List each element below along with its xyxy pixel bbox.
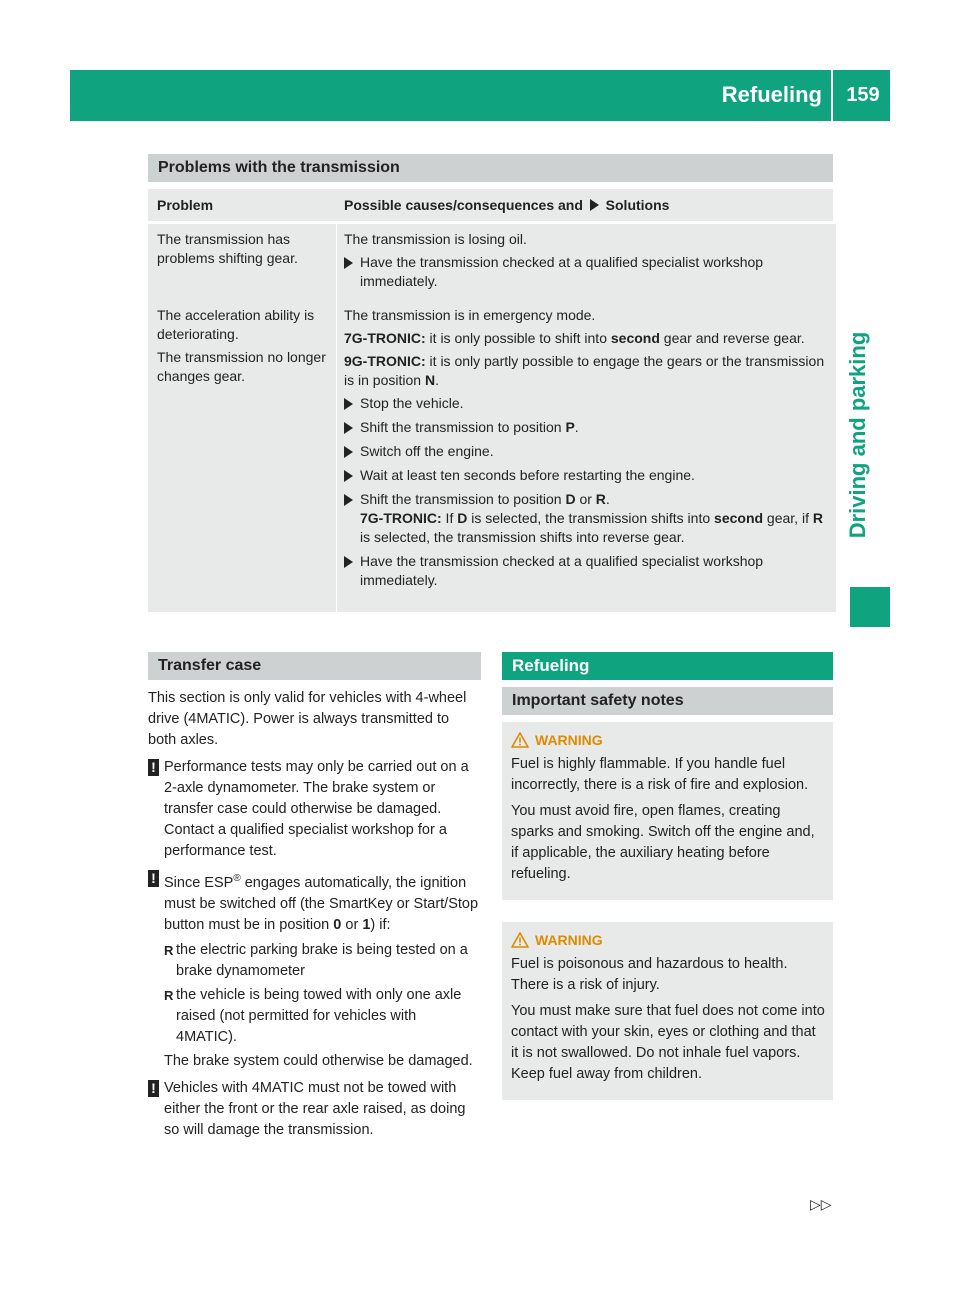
problem-text: The transmission no longer changes gear.: [157, 349, 326, 384]
problem-text: The acceleration ability is deteriorating.: [157, 307, 315, 342]
cause-text: The transmission is in emergency mode.: [344, 307, 596, 323]
warning-box: [502, 722, 833, 900]
exclamation-icon: !: [148, 1080, 159, 1097]
table-row-2-solution: [337, 300, 836, 612]
refueling-title: Refueling: [502, 652, 833, 680]
exclamation-icon: !: [148, 870, 159, 887]
arrow-icon: [344, 556, 353, 568]
transfer-case-body: [148, 688, 480, 1147]
warning-text: You must make sure that fuel does not come into contact with your skin, eyes or clothing and that it is not swallowed. Do not inhale fuel vapors. Keep fuel away from children.: [511, 1003, 825, 1082]
transfer-case-title: Transfer case: [148, 652, 481, 680]
7g-tronic-note: 7G-TRONIC: it is only possible to shift into second gear and reverse gear.: [344, 330, 805, 346]
column-header-solutions-text: Solutions: [605, 197, 670, 213]
arrow-icon: [344, 494, 353, 506]
9g-tronic-note: 9G-TRONIC: it is only partly possible to engage the gears or the transmission is in position N.: [344, 353, 825, 388]
list-item: R the electric parking brake is being tested on a brake dynamometer: [164, 941, 468, 979]
warning-header: WARNING: [511, 930, 825, 950]
solution-step: Stop the vehicle.: [344, 394, 832, 413]
column-header-problem: Problem: [157, 197, 214, 213]
solution-step: [344, 253, 832, 291]
solution-step: Wait at least ten seconds before restarting the engine.: [344, 466, 832, 485]
solution-step: Shift the transmission to position D or R. 7G-TRONIC: If D is selected, the transmission shifts into second gear, if R is selected, the transmission shifts into reverse gear.: [344, 490, 832, 547]
header-divider: [831, 70, 833, 121]
continue-mark: ▷▷: [810, 1196, 832, 1212]
warning-text: Fuel is poisonous and hazardous to health. There is a risk of injury.: [511, 956, 788, 993]
arrow-icon: [344, 446, 353, 458]
side-tab-marker: [850, 587, 890, 627]
table-row-1-solution: [337, 224, 836, 305]
arrow-icon: [344, 398, 353, 410]
solution-step: Shift the transmission to position P.: [344, 418, 832, 437]
table-row-1-problem: [148, 224, 336, 305]
warning-header: WARNING: [511, 730, 825, 750]
table-header-row: [148, 189, 833, 221]
notice-continuation: The brake system could otherwise be damaged.: [164, 1052, 473, 1069]
intro-text: This section is only valid for vehicles with 4-wheel drive (4MATIC). Power is always transmitted to both axles.: [148, 690, 467, 748]
column-header-causes-text: Possible causes/consequences and: [344, 197, 583, 213]
notice: ! Vehicles with 4MATIC must not be towed with either the front or the rear axle raised, as doing so will damage the transmission.: [148, 1078, 480, 1141]
list-item: R the vehicle is being towed with only one axle raised (not permitted for vehicles with 4MATIC).: [164, 986, 462, 1045]
arrow-icon: [590, 199, 599, 211]
exclamation-icon: !: [148, 759, 159, 776]
warning-text: You must avoid fire, open flames, creating sparks and smoking. Switch off the engine and, if applicable, the auxiliary heating before refueling.: [511, 803, 815, 882]
table-row-2-problem: [148, 300, 336, 612]
page-number: 159: [846, 84, 880, 106]
notice: ! Since ESP® engages automatically, the ignition must be switched off (the SmartKey or Start/Stop button must be in position 0 or 1) if: R the electric parking brake is being tested on a brake dynamometer R the vehicle is being towed with only one axle raised (not permitted for vehicles with 4MATIC). The brake system could otherwise be damaged.: [148, 868, 480, 1072]
arrow-icon: [344, 470, 353, 482]
column-header-causes: [344, 197, 669, 213]
side-tab-label: Driving and parking: [845, 331, 870, 539]
cause-text: The transmission is losing oil.: [344, 231, 527, 247]
warning-text: Fuel is highly flammable. If you handle fuel incorrectly, there is a risk of fire and explosion.: [511, 756, 809, 793]
problem-text: The transmission has problems shifting gear.: [157, 231, 298, 266]
step-text: Have the transmission checked at a qualified specialist workshop immediately.: [360, 254, 764, 289]
arrow-icon: [344, 422, 353, 434]
warning-box: [502, 922, 833, 1100]
section-title: Refueling: [721, 82, 822, 107]
notice: ! Performance tests may only be carried out on a 2-axle dynamometer. The brake system or transfer case could otherwise be damaged. Contact a qualified specialist workshop for a performance test.: [148, 757, 480, 862]
side-tab: [843, 310, 873, 560]
warning-icon: [511, 932, 529, 948]
transmission-table-title: Problems with the transmission: [148, 154, 833, 182]
warning-icon: [511, 732, 529, 748]
solution-step: Have the transmission checked at a qualified specialist workshop immediately.: [344, 552, 832, 590]
page-header: [70, 70, 890, 121]
solution-step: Switch off the engine.: [344, 442, 832, 461]
arrow-icon: [344, 257, 353, 269]
safety-notes-title: Important safety notes: [502, 687, 833, 715]
